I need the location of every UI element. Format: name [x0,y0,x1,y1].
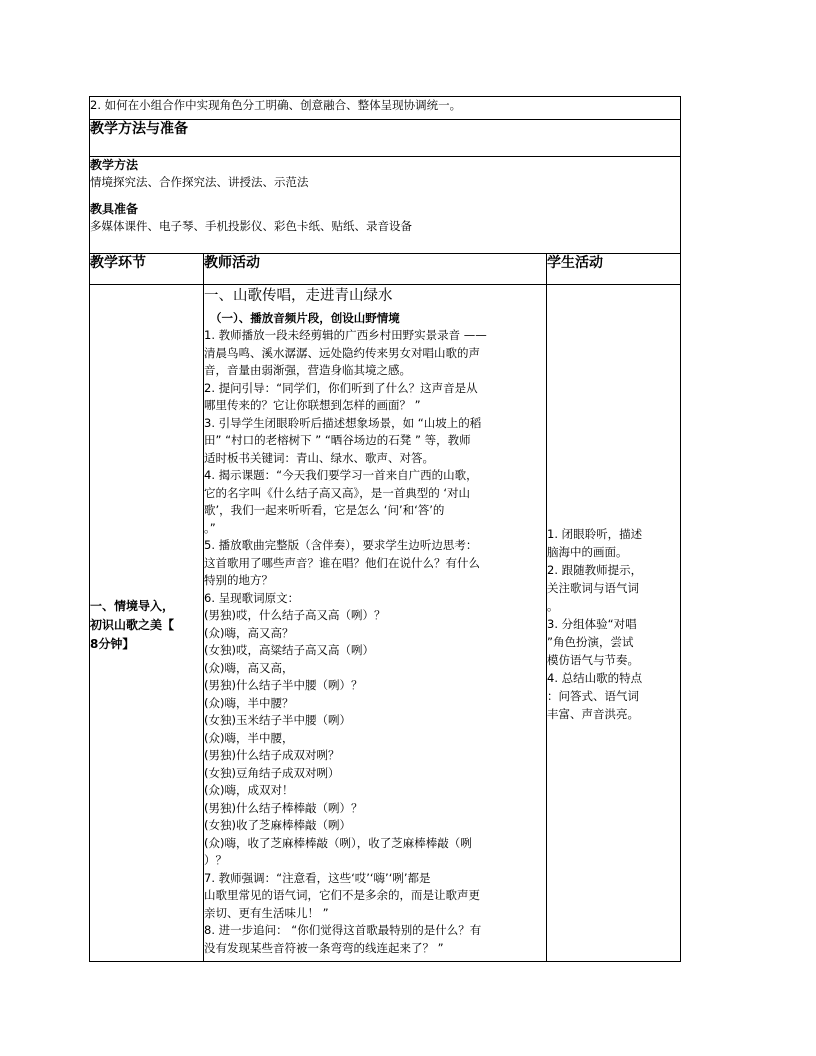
teacher-line: (众)嗨，收了芝麻棒棒敲（咧），收了芝麻棒棒敲（咧 [204,835,472,850]
header-stage: 教学环节 [90,255,146,271]
goal-row [90,97,681,120]
teacher-line: 清晨鸟鸣、溪水潺潺、远处隐约传来男女对唱山歌的声 [204,345,480,360]
teacher-line: 田” “村口的老榕树下 ” “晒谷场边的石凳 ” 等，教师 [204,433,471,447]
stage-cell [90,285,204,962]
method-text: 情境探究法、合作探究法、讲授法、示范法 [90,175,309,189]
student-activity-lines [547,525,680,723]
student-line: 4. 总结山歌的特点 [547,671,643,685]
method-label: 教学方法 [90,158,139,172]
teacher-line: (女独)豆角结子成双对咧） [204,765,340,780]
teacher-line: 特别的地方？ [204,573,273,587]
teacher-line: (女独)哎，高粱结子高又高（咧） [204,643,374,657]
stage-line: 8分钟】 [90,637,135,651]
teacher-line: 它的名字叫《什么结子高又高》，是一首典型的 ‘对山 [204,485,471,500]
teacher-line: (众)嗨，高又高？ [204,625,294,640]
tools-text: 多媒体课件、电子琴、手机投影仪、彩色卡纸、贴纸、录音设备 [90,219,412,233]
teacher-line: ）？ [204,853,227,867]
teacher-line: 没有发现某些音符被一条弯弯的线连起来了？ ” [204,940,444,955]
teacher-cell [204,285,547,962]
activity-row [90,285,681,962]
stage-line: 一、情境导入， [90,599,175,613]
methods-header: 教学方法与准备 [90,121,188,137]
student-cell [547,285,681,962]
teacher-line: 1. 教师播放一段未经剪辑的广西乡村田野实景录音 —— [204,328,487,342]
stage-label [90,597,203,654]
teacher-line: 这首歌用了哪些声音？谁在唱？他们在说什么？有什么 [204,555,480,570]
teacher-line: 2. 提问引导：“同学们，你们听到了什么？这声音是从 [204,380,478,395]
header-student: 学生活动 [547,255,603,271]
column-header-row [90,254,681,285]
teacher-line: 4. 揭示课题：“今天我们要学习一首来自广西的山歌， [204,468,478,482]
teacher-line: (女独)收了芝麻棒棒敲（咧） [204,818,351,832]
teacher-line: (众)嗨，半中腰， [204,730,294,745]
teacher-line: 哪里传来的？它让你联想到怎样的画面？ ” [204,398,421,412]
teacher-section-title: 一、山歌传唱，走进青山绿水 [204,288,393,304]
teacher-line: (男独)什么结子成双对咧？ [204,748,340,762]
teacher-subtitle: （一）、播放音频片段，创设山野情境 [210,311,400,325]
teacher-line: (众)嗨，高又高， [204,660,294,675]
teacher-line: (男独)什么结子半中腰（咧）？ [204,678,363,692]
teacher-line: 8. 进一步追问： “你们觉得这首歌最特别的是什么？有 [204,923,482,937]
methods-header-cell [90,120,681,157]
methods-row [90,157,681,254]
methods-cell [90,157,681,254]
student-line: 1. 闭眼聆听，描述 [547,527,643,541]
teacher-line: 歌’，我们一起来听听看，它是怎么 ‘问’和‘答’的 [204,503,445,517]
header-stage-cell [90,254,204,285]
teacher-line: 6. 呈现歌词原文： [204,590,300,605]
teacher-line: 3. 引导学生闭眼聆听后描述想象场景，如 “山坡上的稻 [204,415,482,430]
tools-label: 教具准备 [90,202,139,216]
header-teacher-cell [204,254,547,285]
teacher-line: 亲切、更有生活味儿！ ” [204,905,329,920]
student-line: 丰富、声音洪亮。 [547,707,639,721]
teacher-line: 7. 教师强调：“注意看，这些‘哎’‘嗨’‘咧’都是 [204,870,431,885]
student-line: 3. 分组体验“对唱 [547,617,637,631]
stage-line: 初识山歌之美【 [90,618,175,632]
student-line: 模仿语气与节奏。 [547,653,639,667]
teacher-line: (男独)什么结子棒棒敲（咧）？ [204,800,363,815]
teacher-activity-lines [204,327,546,957]
teacher-line: (男独)哎，什么结子高又高（咧）？ [204,608,386,622]
goal-cell [90,97,681,120]
teacher-line: 5. 播放歌曲完整版（含伴奏），要求学生边听边思考： [204,538,478,552]
student-line: 。 [547,599,559,613]
teacher-line: (众)嗨，成双对！ [204,783,294,797]
student-line: ：问答式、语气词 [547,689,639,703]
goal-item-2: 2. 如何在小组合作中实现角色分工明确、创意融合、整体呈现协调统一。 [90,98,462,112]
teacher-line: (众)嗨，半中腰？ [204,695,294,710]
methods-header-row [90,120,681,157]
teacher-line: 山歌里常见的语气词，它们不是多余的，而是让歌声更 [204,888,480,902]
teacher-line: (女独)玉米结子半中腰（咧） [204,713,351,727]
student-line: 2. 跟随教师提示， [547,563,643,577]
student-line: 关注歌词与语气词 [547,581,639,595]
student-line: ”角色扮演，尝试 [547,635,634,649]
header-student-cell [547,254,681,285]
student-line: 脑海中的画面。 [547,545,628,559]
header-teacher: 教师活动 [204,255,260,271]
lesson-plan-table [89,96,681,962]
teacher-line: 。” [204,520,216,535]
teacher-line: 适时板书关键词：青山、绿水、歌声、对答。 [204,450,434,465]
teacher-line: 音，音量由弱渐强，营造身临其境之感。 [204,363,411,377]
